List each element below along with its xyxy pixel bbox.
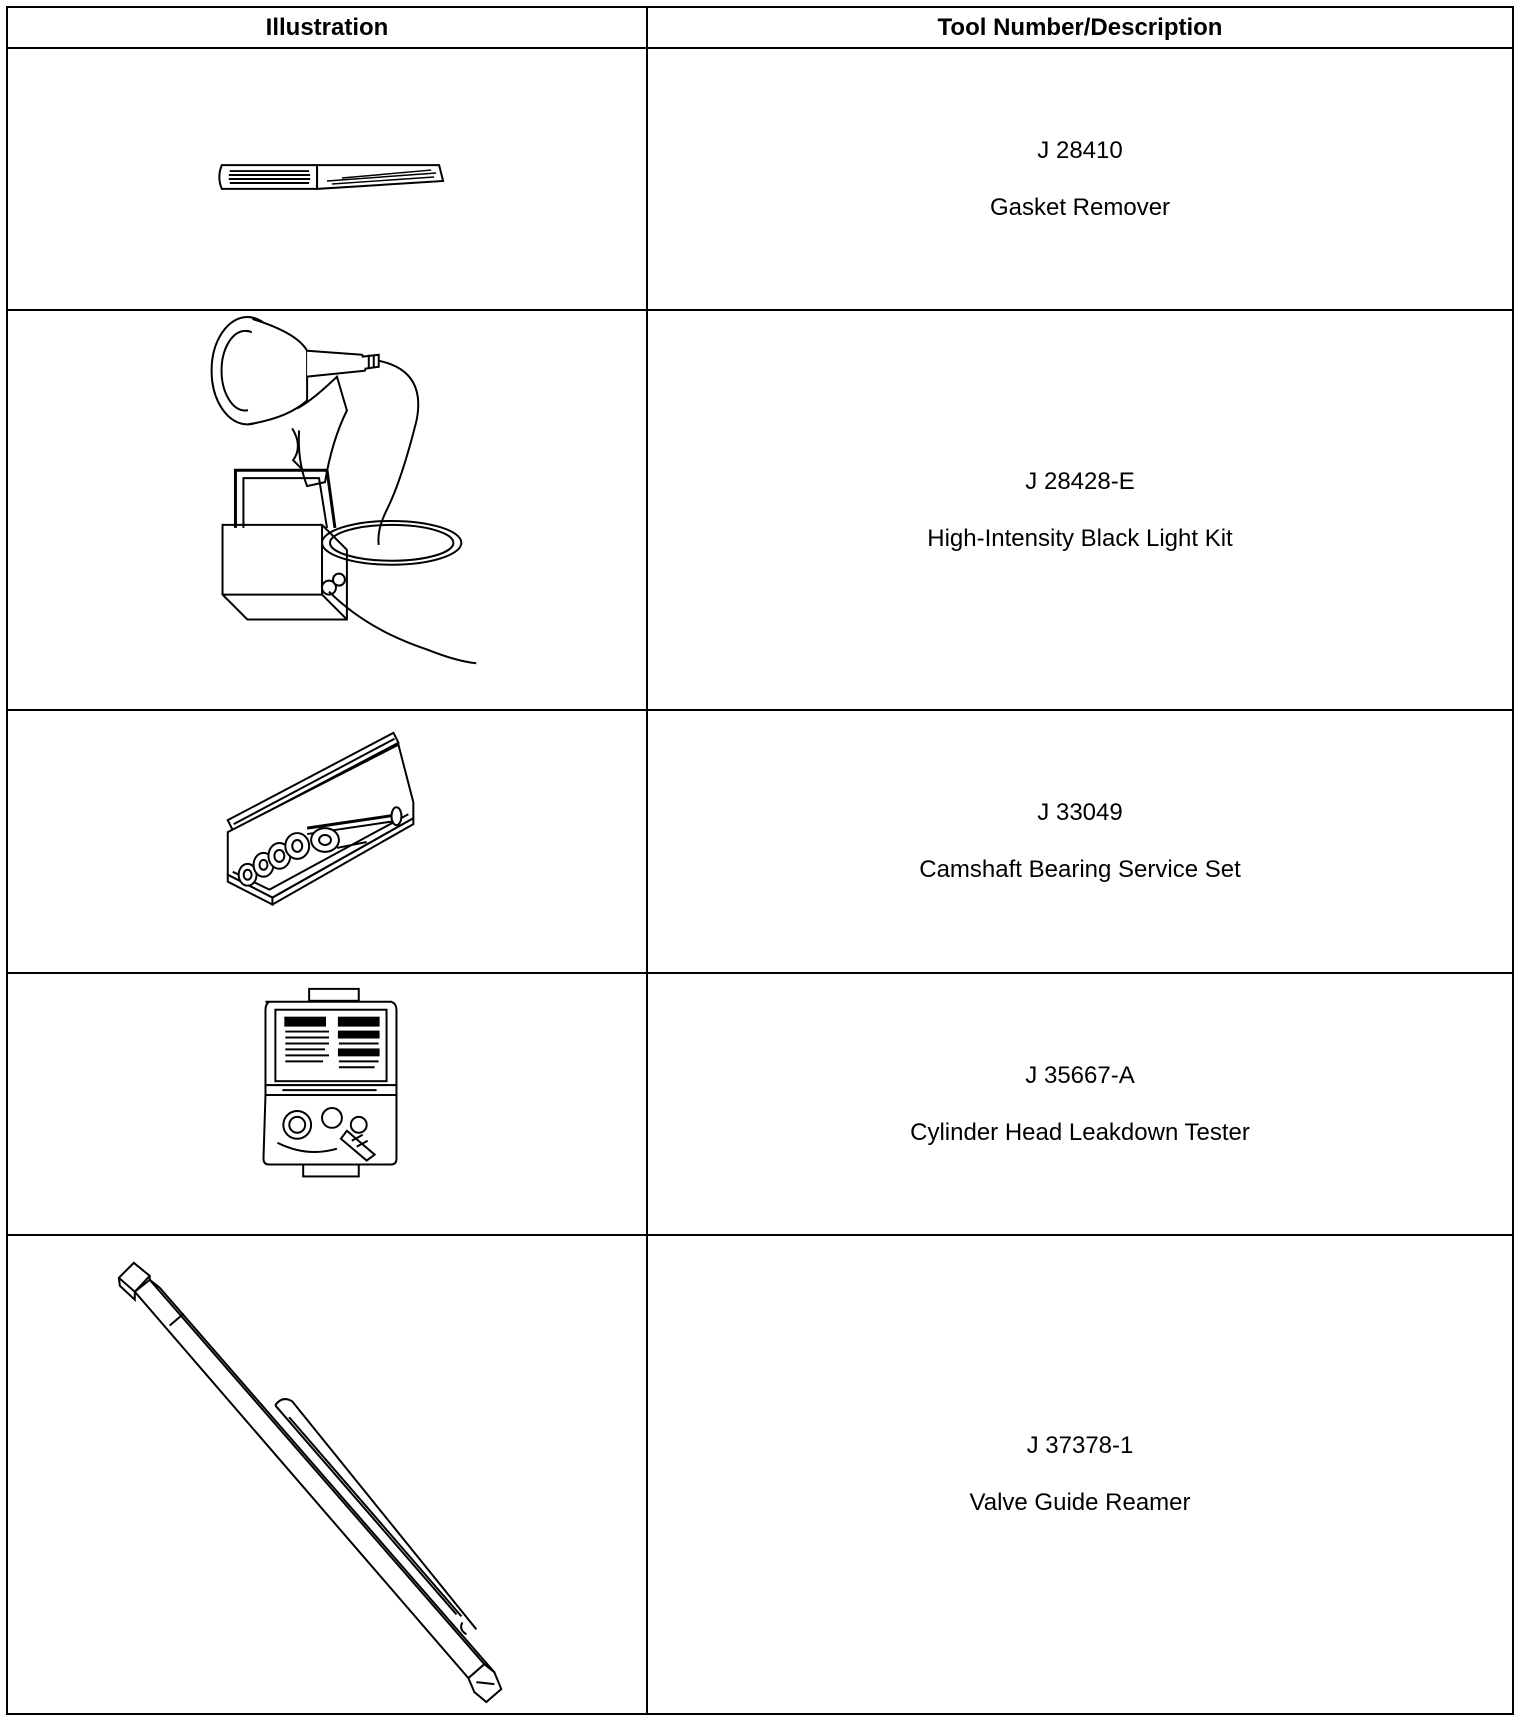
tools-table bbox=[6, 6, 1514, 1715]
tool-description: Camshaft Bearing Service Set bbox=[919, 856, 1241, 883]
tool-description: High-Intensity Black Light Kit bbox=[927, 524, 1233, 552]
tool-number: J 28428-E bbox=[1025, 467, 1135, 495]
header-tool-number-description: Tool Number/Description bbox=[647, 7, 1513, 48]
gasket-remover-icon bbox=[8, 49, 646, 309]
illustration-cell bbox=[7, 973, 647, 1235]
tool-number: J 35667-A bbox=[1025, 1061, 1135, 1089]
table-row bbox=[7, 710, 1513, 973]
tool-number: J 28410 bbox=[1037, 136, 1123, 164]
header-row bbox=[7, 7, 1513, 48]
table-row bbox=[7, 1235, 1513, 1714]
tool-info-cell bbox=[647, 48, 1513, 310]
tool-number: J 33049 bbox=[1037, 799, 1123, 826]
valve-guide-reamer-icon bbox=[8, 1236, 646, 1713]
table-row bbox=[7, 973, 1513, 1235]
tool-info-cell bbox=[647, 310, 1513, 710]
header-illustration: Illustration bbox=[7, 7, 647, 48]
tool-info-cell bbox=[647, 973, 1513, 1235]
tool-description: Cylinder Head Leakdown Tester bbox=[910, 1118, 1250, 1146]
black-light-kit-icon bbox=[8, 311, 646, 709]
tool-info-cell bbox=[647, 710, 1513, 973]
illustration-cell bbox=[7, 710, 647, 973]
tool-description: Valve Guide Reamer bbox=[969, 1489, 1191, 1516]
camshaft-bearing-set-icon bbox=[8, 711, 646, 972]
tool-description: Gasket Remover bbox=[989, 193, 1171, 221]
table-row bbox=[7, 48, 1513, 310]
table-row bbox=[7, 310, 1513, 710]
illustration-cell bbox=[7, 1235, 647, 1714]
illustration-cell bbox=[7, 310, 647, 710]
tool-info-cell bbox=[647, 1235, 1513, 1714]
tool-number: J 37378-1 bbox=[1026, 1432, 1134, 1459]
leakdown-tester-icon bbox=[8, 974, 646, 1234]
illustration-cell bbox=[7, 48, 647, 310]
